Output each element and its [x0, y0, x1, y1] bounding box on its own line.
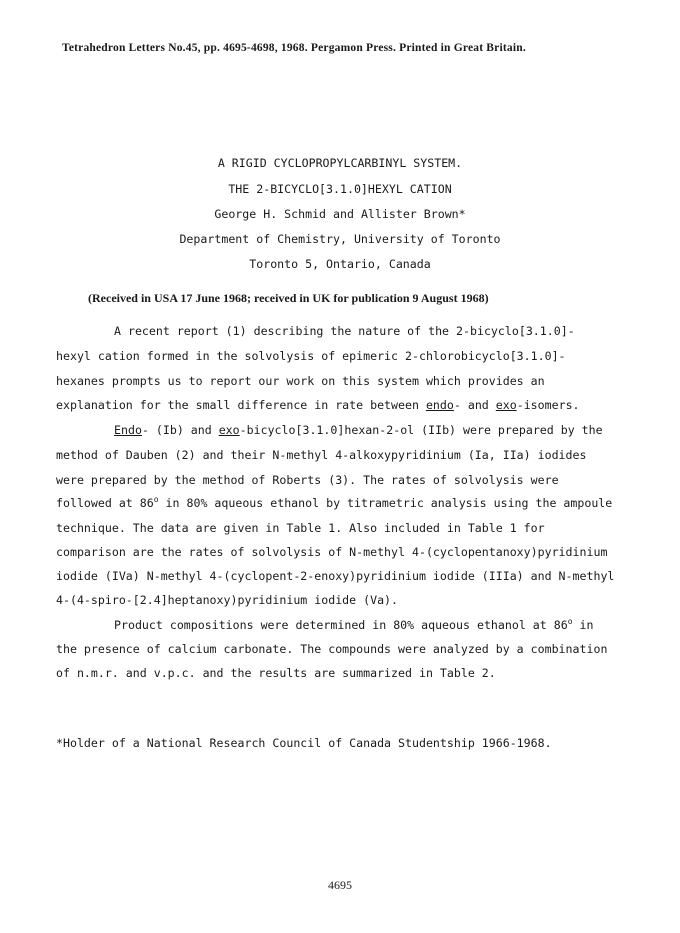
endo-term: Endo [114, 423, 142, 437]
degree-mark: o [153, 495, 159, 505]
paragraph-2-line-2: method of Dauben (2) and their N-methyl 4-alkoxypyridinium (Ia, IIa) iodides [56, 448, 587, 462]
degree-mark: o [567, 617, 573, 627]
text-span: explanation for the small difference in rate between [56, 398, 426, 412]
text-span: -isomers. [516, 398, 580, 412]
paragraph-2-line-8: 4-(4-spiro-[2.4]heptanoxy)pyridinium iodide (Va). [56, 593, 399, 607]
paragraph-2-line-3: were prepared by the method of Roberts (3). The rates of solvolysis were [56, 473, 559, 487]
title-line-1: A RIGID CYCLOPROPYLCARBINYL SYSTEM. [217, 156, 463, 170]
received-dates: (Received in USA 17 June 1968; received in UK for publication 9 August 1968) [88, 291, 489, 305]
paragraph-1-line-2: hexyl cation formed in the solvolysis of epimeric 2-chlorobicyclo[3.1.0]- [56, 349, 566, 363]
text-span: followed at 86 [56, 496, 154, 510]
paragraph-1-line-4 [56, 398, 580, 412]
text-span: Product compositions were determined in 80% aqueous ethanol at 86 [114, 618, 568, 632]
paragraph-2-line-7: iodide (IVa) N-methyl 4-(cyclopent-2-enoxy)pyridinium iodide (IIIa) and N-methyl [56, 569, 615, 583]
paragraph-1-line-3: hexanes prompts us to report our work on this system which provides an [56, 374, 545, 388]
paragraph-3-line-1 [114, 618, 593, 632]
text-span: in 80% aqueous ethanol by titrametric analysis using the ampoule [158, 496, 613, 510]
exo-term: exo [218, 423, 240, 437]
paragraph-3-line-3: of n.m.r. and v.p.c. and the results are summarized in Table 2. [56, 666, 496, 680]
paragraph-3-line-2: the presence of calcium carbonate. The compounds were analyzed by a combination [56, 642, 608, 656]
text-span: in [572, 618, 594, 632]
paragraph-2-line-4 [56, 496, 612, 510]
title-line-2: THE 2-BICYCLO[3.1.0]HEXYL CATION [228, 182, 452, 196]
text-span: - and [453, 398, 496, 412]
endo-term: endo [425, 398, 454, 412]
paragraph-2-line-1 [114, 423, 603, 437]
running-header: Tetrahedron Letters No.45, pp. 4695-4698, 1968. Pergamon Press. Printed in Great Britain. [62, 42, 526, 54]
affiliation-line-1: Department of Chemistry, University of Toronto [179, 232, 501, 246]
text-span: -bicyclo[3.1.0]hexan-2-ol (IIb) were prepared by the [239, 423, 603, 437]
authors: George H. Schmid and Allister Brown* [214, 207, 466, 221]
footnote: *Holder of a National Research Council of Canada Studentship 1966-1968. [56, 736, 552, 750]
exo-term: exo [495, 398, 517, 412]
page-number: 4695 [328, 878, 352, 892]
paragraph-2-line-5: technique. The data are given in Table 1. Also included in Table 1 for [56, 521, 545, 535]
paragraph-2-line-6: comparison are the rates of solvolysis of N-methyl 4-(cyclopentanoxy)pyridinium [56, 545, 608, 559]
text-span: - (Ib) and [141, 423, 219, 437]
affiliation-line-2: Toronto 5, Ontario, Canada [249, 257, 431, 271]
paragraph-1-line-1: A recent report (1) describing the nature of the 2-bicyclo[3.1.0]- [114, 324, 575, 338]
